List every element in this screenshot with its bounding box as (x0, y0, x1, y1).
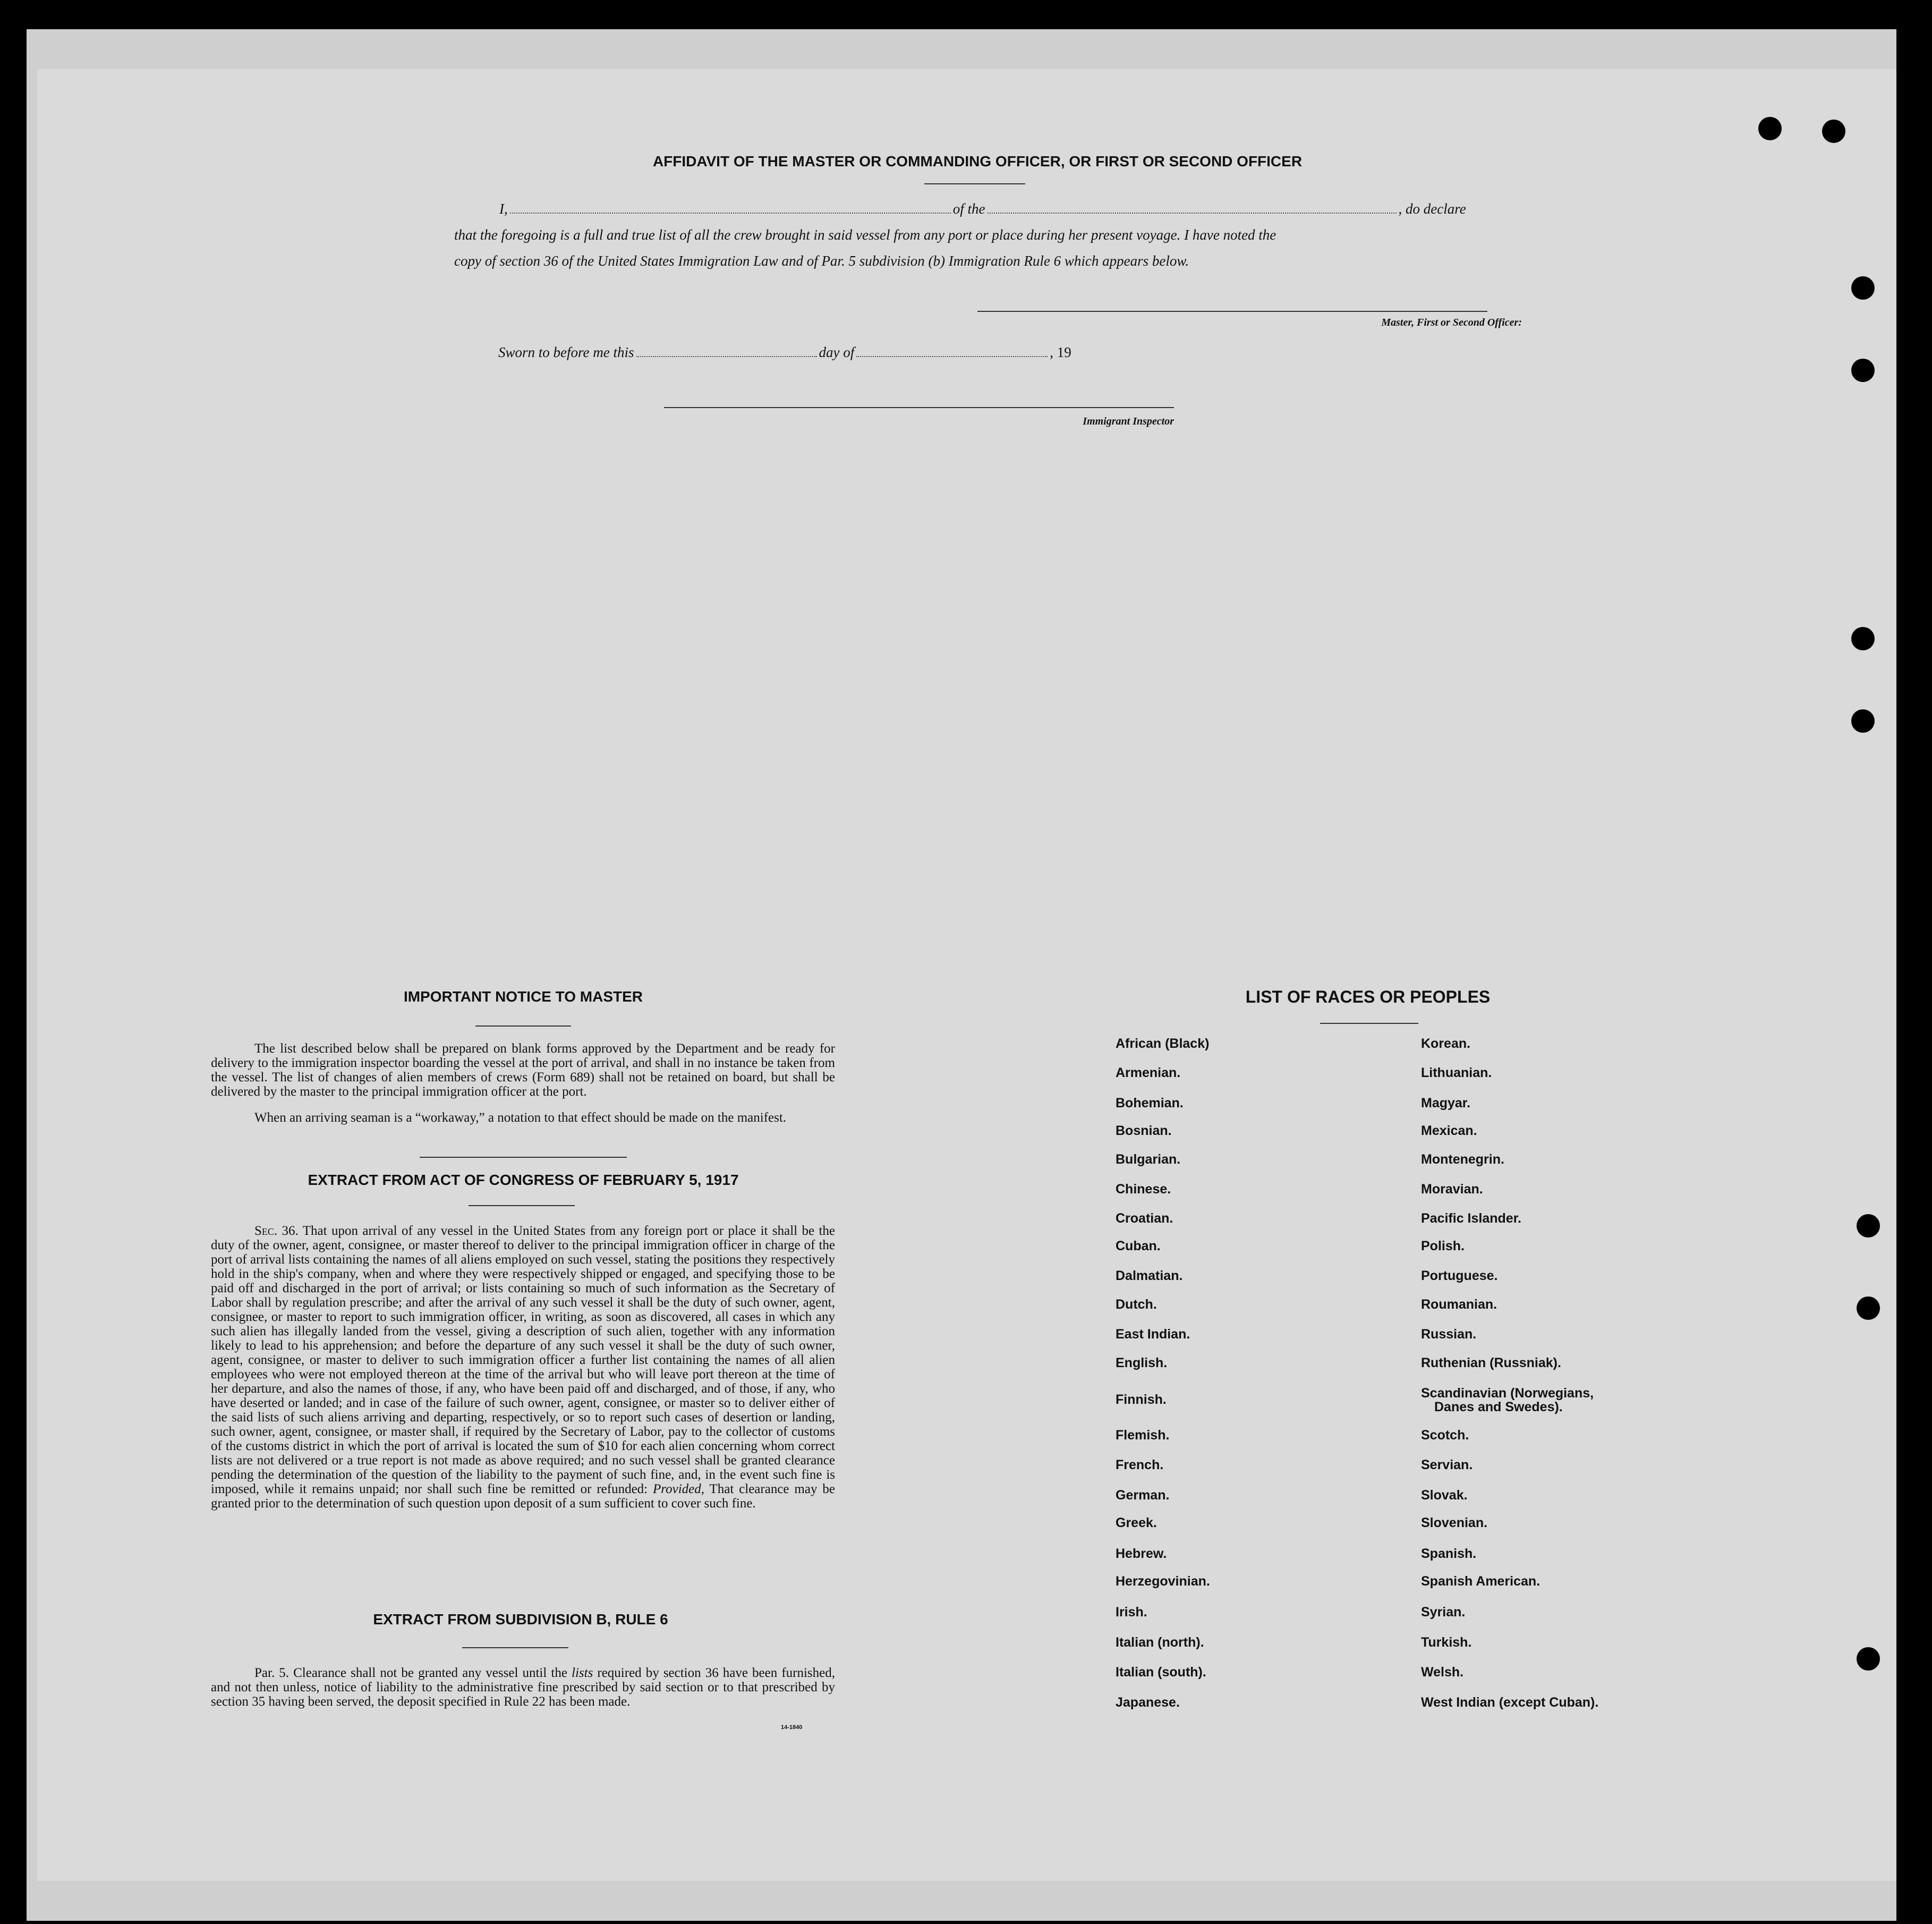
notice-para1: The list described below shall be prepared on blank forms approved by the Department and be ready for delivery to the immigration inspector boarding the vessel at the port of arrival, and shall in no instance be taken from the vessel. The list of changes of alien members of crews (Form 689) shall not be retained on board, but shall be delivered by the master to the principal immigration officer at the port. (211, 1041, 835, 1099)
extract-act-text (211, 1224, 835, 1511)
sworn-prefix: Sworn to before me this (498, 344, 634, 360)
race-left: German. (1116, 1488, 1170, 1503)
race-left: Hebrew. (1116, 1546, 1167, 1561)
race-right: Portuguese. (1421, 1268, 1498, 1283)
binder-hole (1851, 709, 1875, 733)
race-left: Cuban. (1116, 1239, 1161, 1253)
affidavit-line2: that the foregoing is a full and true list of all the crew brought in said vessel from any port or place during her present voyage. I have noted the (454, 227, 1276, 243)
binder-hole (1851, 627, 1875, 650)
affidavit-declare: , do declare (1398, 201, 1466, 217)
race-left: Croatian. (1116, 1211, 1173, 1226)
race-right: Magyar. (1421, 1096, 1471, 1111)
race-left: Finnish. (1116, 1392, 1167, 1407)
race-right: West Indian (except Cuban). (1421, 1695, 1599, 1710)
provided-word: Provided, (653, 1482, 704, 1496)
race-right: Russian. (1421, 1327, 1477, 1342)
race-left: Italian (south). (1116, 1665, 1206, 1680)
affidavit-i: I, (499, 201, 508, 217)
notice-para2: When an arriving seaman is a “workaway,” a notation to that effect should be made on the manifest. (254, 1111, 787, 1125)
race-left: English. (1116, 1355, 1168, 1370)
vessel-blank[interactable] (988, 213, 1397, 214)
sworn-day-of: day of (819, 344, 855, 360)
race-left: Japanese. (1116, 1695, 1180, 1710)
binder-hole (1857, 1214, 1880, 1238)
race-right: Scotch. (1421, 1428, 1469, 1443)
extract-rule-rule (462, 1647, 568, 1648)
race-left: East Indian. (1116, 1327, 1190, 1342)
race-right: Slovenian. (1421, 1515, 1488, 1530)
notice-title-rule (475, 1025, 571, 1027)
race-left: Bosnian. (1116, 1123, 1172, 1138)
race-right: Roumanian. (1421, 1297, 1497, 1312)
section-rule (420, 1157, 627, 1158)
day-blank[interactable] (636, 356, 817, 357)
affidavit-title-rule (924, 183, 1025, 184)
race-right: Syrian. (1421, 1605, 1466, 1620)
race-left: Dalmatian. (1116, 1268, 1183, 1283)
race-right: Mexican. (1421, 1123, 1477, 1138)
signature-line[interactable] (977, 311, 1487, 312)
sworn-year: , 19 (1050, 344, 1071, 360)
race-left: Armenian. (1116, 1065, 1181, 1080)
race-left: Herzegovinian. (1116, 1574, 1210, 1589)
race-left: Irish. (1116, 1605, 1147, 1620)
affidavit-of-the: of the (952, 201, 985, 217)
inspector-label: Immigrant Inspector (1083, 416, 1174, 427)
sec-text: That upon arrival of any vessel in the United States from any foreign port or place it shall be the duty of the owner, agent, consignee, or master thereof to deliver to the principal immigration officer in charge of the port of arrival lists containing the names of all aliens employed on such vessel, stating the positions they respectively hold in the ship's company, when and where they were respectively shipped or engaged, and specifying those to be paid off and discharged in the port of arrival; or lists containing so much of such information as the Secretary of Labor shall by regulation prescribe; and after the arrival of any such vessel it shall be the duty of such owner, agent, consignee, or master to report to such immigration officer, in writing, as soon as discovered, all cases in which any such alien has illegally landed from the vessel, giving a description of such alien, together with any information likely to lead to his apprehension; and before the departure of any such vessel it shall be the duty of such owner, agent, consignee, or master to deliver to such immigration officer a further list containing the names of all alien employees who were not employed thereon at the time of the arrival but who will leave port thereon at the time of her departure, and also the names of those, if any, who have been paid off and discharged, and of those, if any, who have deserted or landed; and in case of the failure of such owner, agent, consignee, or master so to deliver either of the said lists of such aliens arriving and departing, respectively, or so to report such cases of desertion or landing, such owner, agent, consignee, or master shall, if required by the Secretary of Labor, pay to the collector of customs of the customs district in which the port of arrival is located the sum of $10 for each alien concerning whom correct lists are not delivered or a true report is not made as above required; and no such vessel shall be granted clearance pending the determination of the question of the liability to the payment of such fine, and, in the event such fine is imposed, while it remains unpaid; nor shall such fine be remitted or refunded: (211, 1224, 836, 1496)
document-page (37, 69, 1896, 1881)
race-right: Pacific Islander. (1421, 1211, 1521, 1226)
race-right: Slovak. (1421, 1488, 1468, 1503)
lists-word: lists (572, 1666, 593, 1680)
affidavit-line3: copy of section 36 of the United States Immigration Law and of Par. 5 subdivision (b) Immigration Rule 6 which appears below. (454, 253, 1189, 269)
race-right-continued: Danes and Swedes). (1434, 1400, 1563, 1414)
extract-act-rule (469, 1205, 575, 1206)
race-right: Welsh. (1421, 1665, 1464, 1680)
extract-rule-text (211, 1666, 835, 1709)
race-left: Greek. (1116, 1515, 1157, 1530)
binder-hole (1822, 120, 1845, 143)
affidavit-line1 (499, 201, 1493, 217)
race-right: Polish. (1421, 1239, 1465, 1253)
race-left: Chinese. (1116, 1182, 1171, 1197)
binder-hole (1758, 117, 1782, 140)
sec-label: Sec. 36. (254, 1224, 299, 1238)
race-right: Ruthenian (Russniak). (1421, 1355, 1561, 1370)
binder-hole (1857, 1296, 1880, 1320)
race-left: French. (1116, 1457, 1164, 1472)
race-left: Dutch. (1116, 1297, 1157, 1312)
race-right: Spanish American. (1421, 1574, 1541, 1589)
binder-hole (1851, 276, 1875, 300)
race-left: African (Black) (1116, 1036, 1210, 1051)
race-left: Bulgarian. (1116, 1152, 1181, 1167)
race-right: Scandinavian (Norwegians, (1421, 1386, 1594, 1401)
race-right: Spanish. (1421, 1546, 1477, 1561)
races-title-rule (1320, 1023, 1418, 1024)
races-title: LIST OF RACES OR PEOPLES (1245, 987, 1491, 1006)
extract-act-title: EXTRACT FROM ACT OF CONGRESS OF FEBRUARY 5, 1917 (308, 1172, 739, 1188)
race-right: Montenegrin. (1421, 1152, 1504, 1167)
race-right: Korean. (1421, 1036, 1471, 1051)
race-left: Bohemian. (1116, 1096, 1184, 1111)
binder-hole (1851, 359, 1875, 382)
rule-text-b: required by section 36 have been furnished, and not then unless, notice of liability to the administrative fine prescribed by said section or to that prescribed by section 35 having been served, the deposit specified in Rule 22 has been made. (211, 1666, 835, 1709)
race-right: Moravian. (1421, 1182, 1483, 1197)
sec-text-end: That clearance may be granted prior to the determination of such question upon deposit of a sum sufficient to cover such fine. (211, 1482, 835, 1511)
binder-hole (1857, 1647, 1880, 1671)
race-left: Italian (north). (1116, 1635, 1204, 1650)
race-right: Servian. (1421, 1457, 1473, 1472)
month-blank[interactable] (856, 356, 1048, 357)
race-right: Lithuanian. (1421, 1065, 1492, 1080)
notice-title: IMPORTANT NOTICE TO MASTER (403, 988, 643, 1005)
rule-text-a: Par. 5. Clearance shall not be granted any vessel until the (254, 1666, 567, 1680)
form-number: 14-1840 (781, 1724, 803, 1731)
sworn-line (498, 344, 1189, 361)
race-right: Turkish. (1421, 1635, 1472, 1650)
name-blank[interactable] (510, 213, 951, 214)
race-left: Flemish. (1116, 1428, 1170, 1443)
extract-rule-title: EXTRACT FROM SUBDIVISION B, RULE 6 (373, 1611, 668, 1628)
signature-label: Master, First or Second Officer: (1381, 317, 1522, 328)
affidavit-title: AFFIDAVIT OF THE MASTER OR COMMANDING OFFICER, OR FIRST OR SECOND OFFICER (652, 153, 1303, 169)
inspector-signature-line[interactable] (664, 407, 1174, 408)
